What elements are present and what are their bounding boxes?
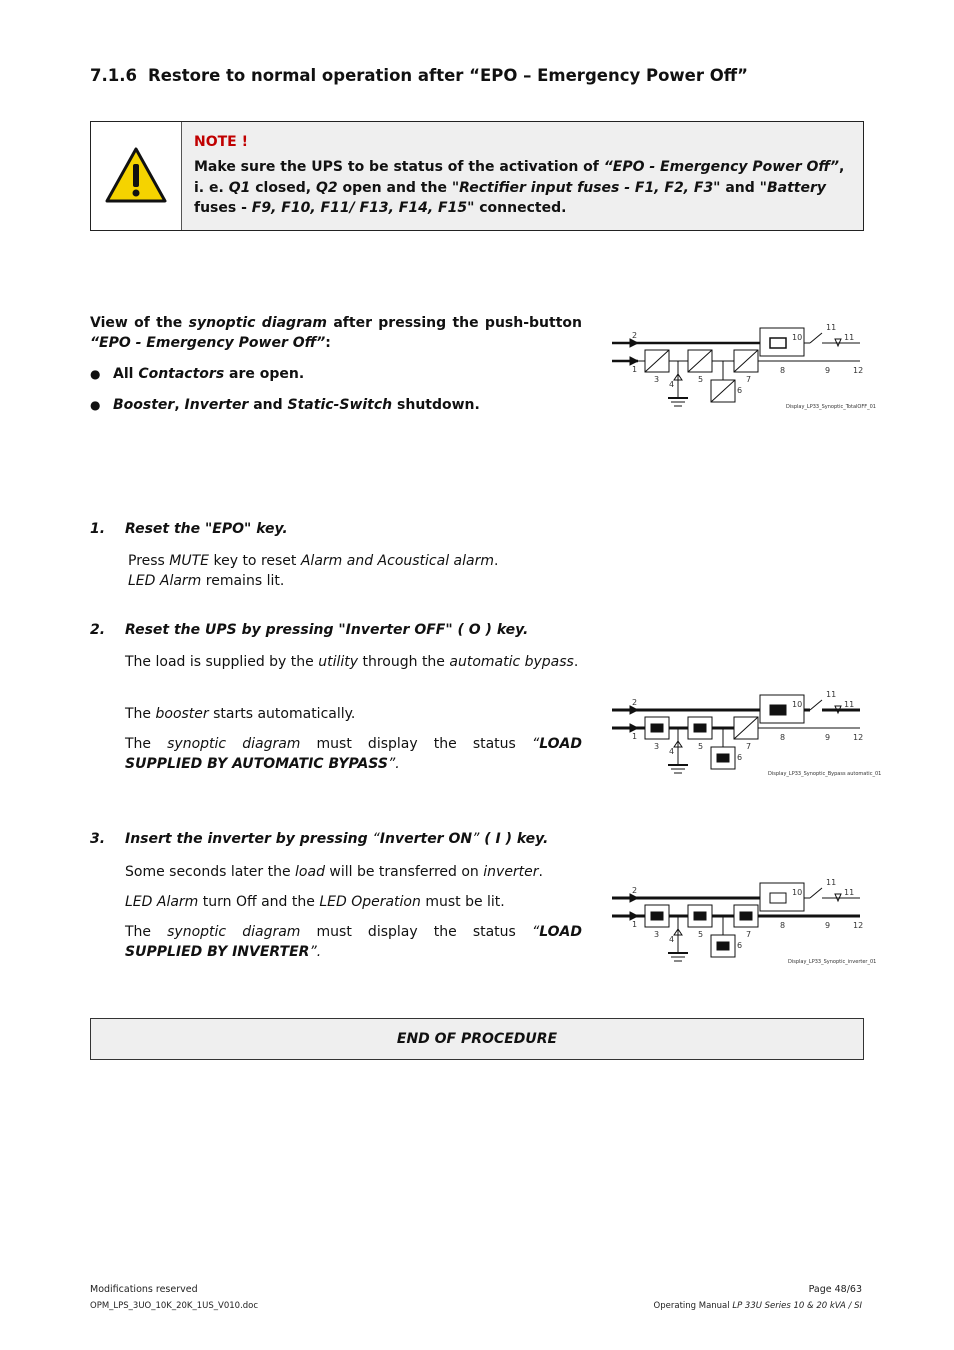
bullet-shutdown: ● Booster, Inverter and Static-Switch shutdown. xyxy=(90,397,480,413)
svg-text:5: 5 xyxy=(698,930,704,939)
svg-text:3: 3 xyxy=(654,375,660,384)
svg-text:12: 12 xyxy=(853,733,864,742)
diagram-3-caption: Display_LP33_Synoptic_inverter_01 xyxy=(788,959,877,965)
svg-text:11: 11 xyxy=(826,878,837,887)
svg-text:4: 4 xyxy=(669,380,675,389)
svg-text:10: 10 xyxy=(792,333,803,342)
step-2-text-a: The load is supplied by the utility through the automatic bypass. xyxy=(125,654,579,670)
svg-text:6: 6 xyxy=(737,386,743,395)
svg-text:12: 12 xyxy=(853,366,864,375)
svg-text:2: 2 xyxy=(632,886,638,895)
view-intro: View of the synoptic diagram after pressing the push-button “EPO - Emergency Power Off”: xyxy=(90,315,582,351)
svg-text:1: 1 xyxy=(632,732,638,741)
warning-icon xyxy=(104,146,168,204)
svg-text:12: 12 xyxy=(853,921,864,930)
svg-text:1: 1 xyxy=(632,920,638,929)
svg-text:5: 5 xyxy=(698,375,704,384)
svg-text:6: 6 xyxy=(737,941,743,950)
svg-text:6: 6 xyxy=(737,753,743,762)
note-text: Make sure the UPS to be status of the activation of “EPO - Emergency Power Off”, i. e. Q1 closed, Q2 open and the "Rectifier input fuses - F1, F2, F3" and "Battery fuses - F9, F10, F11/ F13, F14, F15" connected. xyxy=(194,159,845,216)
svg-text:10: 10 xyxy=(792,700,803,709)
diagram-2-caption: Display_LP33_Synoptic_Bypass automatic_01 xyxy=(768,771,882,777)
section-title: Restore to normal operation after “EPO – Emergency Power Off” xyxy=(148,66,748,85)
svg-text:2: 2 xyxy=(632,331,638,340)
synoptic-diagram-inverter xyxy=(610,873,877,967)
svg-text:7: 7 xyxy=(746,742,752,751)
step-1-text: Press MUTE key to reset Alarm and Acoustical alarm. LED Alarm remains lit. xyxy=(128,553,499,589)
step-3-text-b: LED Alarm turn Off and the LED Operation must be lit. xyxy=(125,894,505,910)
synoptic-diagram-total-off xyxy=(610,318,876,412)
svg-text:9: 9 xyxy=(825,733,831,742)
svg-text:8: 8 xyxy=(780,921,786,930)
step-3-text-a: Some seconds later the load will be transferred on inverter. xyxy=(125,864,543,880)
svg-text:7: 7 xyxy=(746,375,752,384)
svg-text:11: 11 xyxy=(844,333,855,342)
note-icon-cell xyxy=(91,122,182,230)
svg-text:4: 4 xyxy=(669,747,675,756)
svg-text:8: 8 xyxy=(780,733,786,742)
svg-text:11: 11 xyxy=(826,690,837,699)
svg-text:11: 11 xyxy=(826,323,837,332)
svg-text:10: 10 xyxy=(792,888,803,897)
section-heading xyxy=(90,66,748,85)
svg-text:11: 11 xyxy=(844,700,855,709)
step-1-title: 1. Reset the "EPO" key. xyxy=(90,521,288,537)
section-number: 7.1.6 xyxy=(90,66,137,85)
end-of-procedure-box: END OF PROCEDURE xyxy=(90,1018,864,1060)
synoptic-diagram-bypass xyxy=(610,685,882,779)
note-title: NOTE ! xyxy=(194,134,248,150)
step-2-text-b: The booster starts automatically. xyxy=(125,706,356,722)
footer-filename: OPM_LPS_3UO_10K_20K_1US_V010.doc xyxy=(90,1301,259,1311)
svg-text:4: 4 xyxy=(669,935,675,944)
svg-text:11: 11 xyxy=(844,888,855,897)
diagram-1-caption: Display_LP33_Synoptic_TotalOFF_01 xyxy=(786,404,876,410)
note-box xyxy=(90,121,864,231)
footer-manual-title: Operating Manual LP 33U Series 10 & 20 kVA / SI xyxy=(653,1301,862,1311)
footer-modifications: Modifications reserved xyxy=(90,1284,198,1295)
svg-text:2: 2 xyxy=(632,698,638,707)
svg-text:5: 5 xyxy=(698,742,704,751)
bullet-contactors: ● All Contactors are open. xyxy=(90,366,305,382)
svg-text:9: 9 xyxy=(825,366,831,375)
step-2-text-c: The synoptic diagram must display the status “LOAD SUPPLIED BY AUTOMATIC BYPASS”. xyxy=(125,736,582,772)
svg-text:8: 8 xyxy=(780,366,786,375)
step-3-text-c: The synoptic diagram must display the status “LOAD SUPPLIED BY INVERTER”. xyxy=(125,924,582,960)
svg-text:1: 1 xyxy=(632,365,638,374)
step-2-title: 2. Reset the UPS by pressing "Inverter OFF" ( O ) key. xyxy=(90,622,529,638)
svg-text:3: 3 xyxy=(654,742,660,751)
svg-text:9: 9 xyxy=(825,921,831,930)
svg-text:7: 7 xyxy=(746,930,752,939)
step-3-title: 3. Insert the inverter by pressing “Inverter ON” ( I ) key. xyxy=(90,831,549,847)
svg-text:3: 3 xyxy=(654,930,660,939)
footer-page-number: Page 48/63 xyxy=(808,1284,862,1295)
